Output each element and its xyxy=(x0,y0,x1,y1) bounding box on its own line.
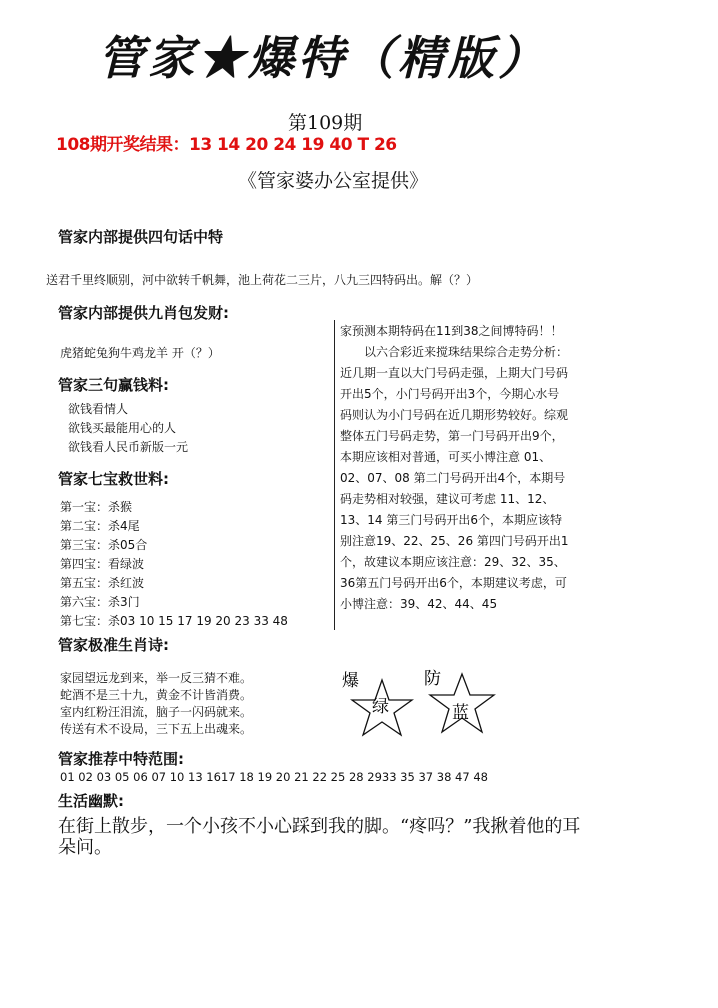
list-item: 第一宝：杀猴 xyxy=(60,500,133,514)
analysis-panel xyxy=(340,321,570,615)
nine-zodiac-text: 虎猪蛇兔狗牛鸡龙羊 开（？） xyxy=(60,346,220,360)
nine-zodiac-heading: 管家内部提供九肖包发财: xyxy=(58,304,229,322)
poem-line: 室内红粉汪泪流，脑子一闪码就来。 xyxy=(60,705,253,719)
poem-line: 蛇酒不是三十九，黄金不计皆消费。 xyxy=(60,688,253,702)
seven-treasures-heading: 管家七宝救世料: xyxy=(58,470,169,488)
humor-text: 在街上散步，一个小孩不小心踩到我的脚。“疼吗？”我揪着他的耳朵问。 xyxy=(58,816,581,858)
three-lines-heading: 管家三句赢钱料: xyxy=(58,376,169,394)
star-emblems xyxy=(334,660,514,750)
three-lines-list xyxy=(68,400,188,457)
list-item: 第二宝：杀4尾 xyxy=(60,519,140,533)
issue-number: 第109期 xyxy=(288,112,363,134)
list-item: 欲钱看人民币新版一元 xyxy=(68,440,189,454)
analysis-body: 以六合彩近来搅珠结果综合走势分析：近几期一直以大门号码走强，上期大门号码开出5个，小门号码开出3个，今期心水号码则认为小门号码在近几期形势较好。综观整体五门号码走势，第一门号码开出9个，本期应该相对普通，可买小博注意 01、02、07、08 第二门号码开出4个，本期号码走势相对较强，建议可考虑 11、12、13、14 第三门号码开出6个，本期应该特别注意19、22、25、26 第四门号码开出1个，故建议本期应该注意：29、32、35、36第五门号码开出6个，本期建议考虑，可小博注意：39、42、44、45 xyxy=(340,345,569,611)
list-item: 第四宝：看绿波 xyxy=(60,557,145,571)
star-top-label-left: 爆 xyxy=(342,671,359,691)
four-lines-heading: 管家内部提供四句话中特 xyxy=(58,228,224,246)
list-item: 第七宝：杀03 10 15 17 19 20 23 33 48 xyxy=(60,614,288,628)
star-top-label-right: 防 xyxy=(424,669,441,689)
list-item: 第六宝：杀3门 xyxy=(60,595,140,609)
poem-line: 家园望远龙到来，举一反三猜不难。 xyxy=(60,671,253,685)
previous-result: 108期开奖结果：13 14 20 24 19 40 T 26 xyxy=(56,135,397,155)
zodiac-poem-heading: 管家极准生肖诗: xyxy=(58,636,169,654)
analysis-prediction: 家预测本期特码在11到38之间博特码！！ xyxy=(340,324,563,338)
star-label-blue: 蓝 xyxy=(452,703,469,723)
list-item: 第五宝：杀红波 xyxy=(60,576,145,590)
range-numbers: 01 02 03 05 06 07 10 13 1617 18 19 20 21 22 25 28 2933 35 37 38 47 48 xyxy=(60,770,488,784)
list-item: 欲钱买最能用心的人 xyxy=(68,421,177,435)
page-title: 管家★爆特（精版） xyxy=(98,31,548,85)
list-item: 欲钱看情人 xyxy=(68,402,129,416)
range-heading: 管家推荐中特范围: xyxy=(58,750,184,768)
zodiac-poem xyxy=(60,670,252,738)
humor-heading: 生活幽默: xyxy=(58,792,124,810)
four-lines-text: 送君千里终顺别，河中欲转千帆舞，池上荷花二三片，八九三四特码出。解（？） xyxy=(46,273,479,287)
list-item: 第三宝：杀05合 xyxy=(60,538,148,552)
provider-line: 《管家婆办公室提供》 xyxy=(238,170,429,192)
star-label-green: 绿 xyxy=(372,697,389,717)
poem-line: 传送有术不设局，三下五上出魂来。 xyxy=(60,722,253,736)
seven-treasures-list xyxy=(60,498,288,631)
